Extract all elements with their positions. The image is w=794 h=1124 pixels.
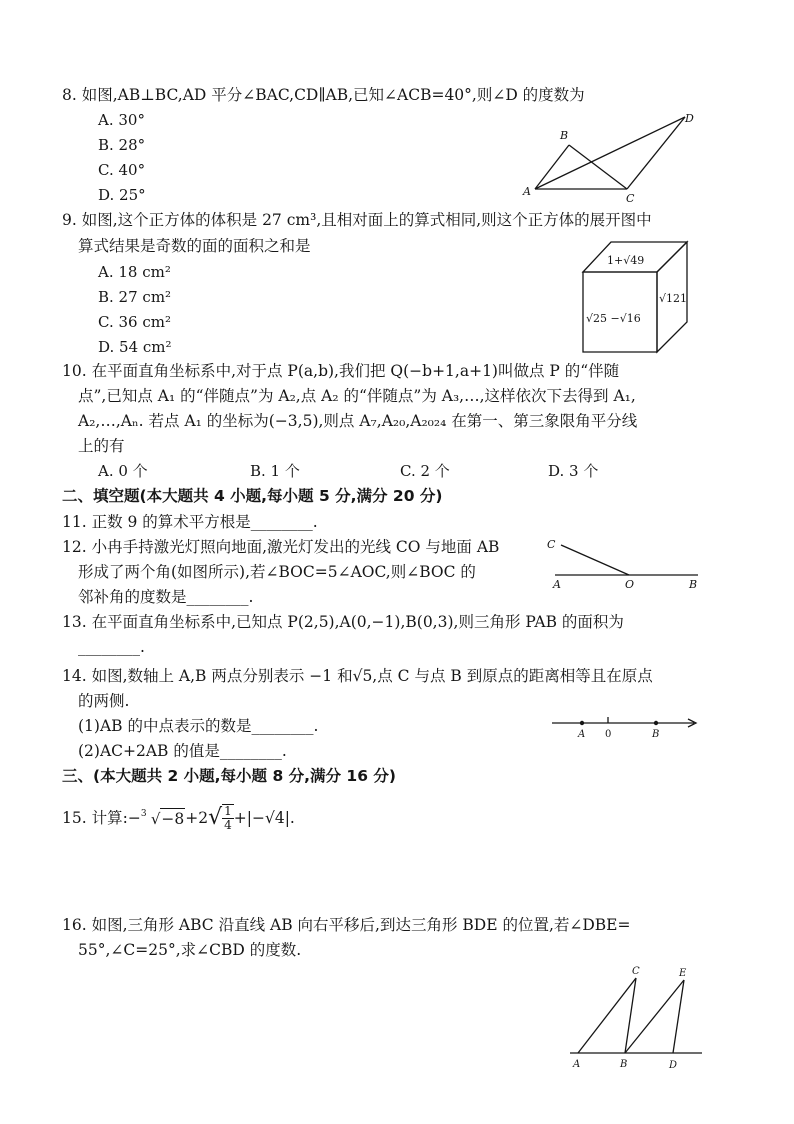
q10-choice-d: D. 3 个 [548, 462, 599, 480]
section-2-heading: 二、填空题(本大题共 4 小题,每小题 5 分,满分 20 分) [62, 487, 443, 505]
q8-choice-b: B. 28° [98, 136, 146, 154]
q8-label-a: A [523, 185, 531, 198]
q10-choice-b: B. 1 个 [250, 462, 300, 480]
q8-choice-d: D. 25° [98, 186, 146, 204]
q8-label-b: B [560, 129, 569, 142]
q14-line2: 的两侧. [78, 692, 130, 710]
q15-abs-part: +|−√4|. [233, 809, 295, 827]
q12-line1: 12. 小冉手持激光灯照向地面,激光灯发出的光线 CO 与地面 AB [62, 538, 500, 556]
q15-fraction [222, 804, 234, 832]
q16-figure [560, 960, 705, 1072]
q16-label-a: A [573, 1059, 581, 1070]
q13-line1: 13. 在平面直角坐标系中,已知点 P(2,5),A(0,−1),B(0,3),则三角形 PAB 的面积为 [62, 613, 624, 631]
q8-figure [515, 105, 705, 205]
q10-line2: 点”,已知点 A₁ 的“伴随点”为 A₂,点 A₂ 的“伴随点”为 A₃,…,这样依次下去得到 A₁, [78, 387, 636, 405]
q9-stem-line2: 算式结果是奇数的面的面积之和是 [78, 237, 311, 255]
q15-cube-root [141, 808, 185, 829]
q9-choice-c: C. 36 cm² [98, 313, 171, 331]
q15-cbrt-body: −8 [161, 809, 185, 828]
q9-stem-line1: 9. 如图,这个正方体的体积是 27 cm³,且相对面上的算式相同,则这个正方体的展开图中 [62, 211, 652, 229]
q14-label-zero: 0 [605, 729, 612, 740]
q15-prefix: 15. 计算: [62, 809, 128, 827]
q10-line3: A₂,…,Aₙ. 若点 A₁ 的坐标为(−3,5),则点 A₇,A₂₀,A₂₀₂₄ 在第一、第三象限角平分线 [78, 412, 638, 430]
q8-seg-ad [535, 117, 685, 189]
q14-part2: (2)AC+2AB 的值是________. [78, 742, 287, 760]
q16-label-b: B [620, 1059, 628, 1070]
q12-label-b: B [689, 578, 698, 591]
q8-seg-cd [627, 117, 685, 189]
q14-label-a: A [578, 729, 586, 740]
q12-ray-co [561, 545, 629, 575]
q14-number-line [548, 710, 703, 742]
q16-label-d: D [669, 1060, 678, 1071]
q9-cube-top-expr: 1+√49 [607, 254, 645, 267]
q9-choice-a: A. 18 cm² [98, 263, 171, 281]
q16-label-e: E [679, 968, 687, 979]
q8-label-d: D [685, 112, 694, 125]
q12-label-a: A [553, 578, 561, 591]
q15-minus: − [127, 809, 141, 827]
q14-part1: (1)AB 的中点表示的数是________. [78, 717, 319, 735]
q12-label-c: C [547, 538, 556, 551]
q8-choice-a: A. 30° [98, 111, 145, 129]
q9-cube-right-expr: √121 [659, 292, 688, 305]
q14-point-a [580, 721, 584, 725]
q10-choice-c: C. 2 个 [400, 462, 450, 480]
q9-choice-b: B. 27 cm² [98, 288, 172, 306]
q11-text: 11. 正数 9 的算术平方根是________. [62, 513, 318, 531]
q12-label-o: O [625, 578, 635, 591]
q14-label-b: B [652, 729, 660, 740]
q8-stem: 8. 如图,AB⊥BC,AD 平分∠BAC,CD∥AB,已知∠ACB=40°,则∠D 的度数为 [62, 86, 585, 104]
q12-figure [543, 535, 708, 595]
q16-label-c: C [632, 966, 640, 977]
q16-line2: 55°,∠C=25°,求∠CBD 的度数. [78, 941, 302, 959]
q14-line1: 14. 如图,数轴上 A,B 两点分别表示 −1 和√5,点 C 与点 B 到原点的距离相等且在原点 [62, 667, 653, 685]
q9-cube-figure [575, 234, 700, 359]
q15-expression [62, 800, 295, 836]
section-3-heading: 三、(本大题共 2 小题,每小题 8 分,满分 16 分) [62, 767, 396, 785]
q9-cube-front-expr: √25 −√16 [586, 312, 641, 325]
q8-label-c: C [626, 192, 635, 205]
q9-choice-d: D. 54 cm² [98, 338, 172, 356]
q12-line3: 邻补角的度数是________. [78, 588, 254, 606]
q10-choice-a: A. 0 个 [98, 462, 148, 480]
q15-plus2: +2 [185, 809, 209, 827]
q8-choice-c: C. 40° [98, 161, 146, 179]
q15-sqrt-icon: √ [208, 805, 223, 830]
q15-frac-num: 1 [224, 804, 232, 818]
q14-point-b [654, 721, 658, 725]
q15-cbrt-index: 3 [140, 808, 147, 819]
q10-line4: 上的有 [78, 437, 125, 455]
q15-frac-den: 4 [224, 818, 232, 832]
q13-line2: ________. [78, 638, 145, 656]
q12-line2: 形成了两个角(如图所示),若∠BOC=5∠AOC,则∠BOC 的 [78, 563, 476, 581]
q10-line1: 10. 在平面直角坐标系中,对于点 P(a,b),我们把 Q(−b+1,a+1)叫做点 P 的“伴随 [62, 362, 620, 380]
q15-radical-icon: √ [150, 809, 161, 828]
q8-seg-ab [535, 145, 569, 189]
q16-line1: 16. 如图,三角形 ABC 沿直线 AB 向右平移后,到达三角形 BDE 的位置,若∠DBE= [62, 916, 631, 934]
q8-seg-bc [569, 145, 627, 189]
q15-sqrt-frac [208, 804, 234, 832]
